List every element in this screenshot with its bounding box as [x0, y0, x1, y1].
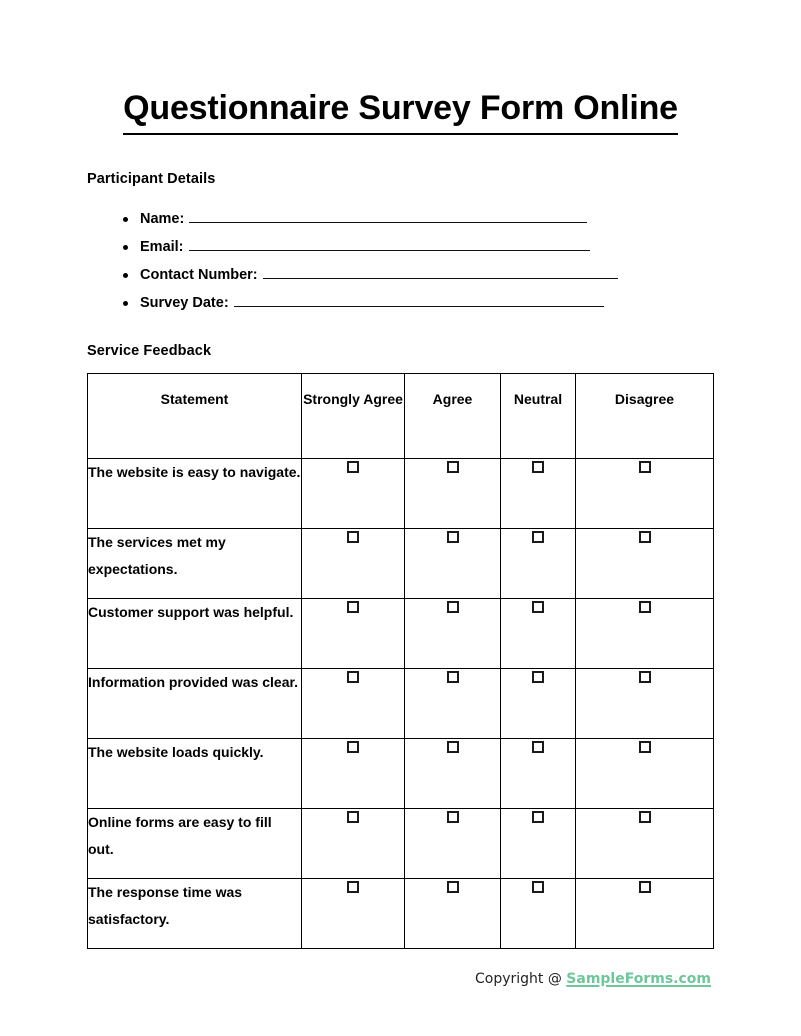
- rating-cell-disagree[interactable]: [576, 459, 714, 529]
- checkbox-unchecked-icon[interactable]: [532, 811, 544, 823]
- rating-cell-neutral[interactable]: [501, 599, 576, 669]
- checkbox-unchecked-icon[interactable]: [639, 601, 651, 613]
- participant-field-row: [87, 205, 707, 233]
- checkbox-unchecked-icon[interactable]: [347, 881, 359, 893]
- rating-cell-disagree[interactable]: [576, 739, 714, 809]
- participant-field-label: Contact Number:: [140, 267, 258, 283]
- rating-cell-neutral[interactable]: [501, 809, 576, 879]
- page-title-text: Questionnaire Survey Form Online: [123, 86, 678, 135]
- table-row: [88, 809, 714, 879]
- checkbox-unchecked-icon[interactable]: [532, 461, 544, 473]
- checkbox-unchecked-icon[interactable]: [639, 881, 651, 893]
- page-title: [0, 86, 801, 135]
- checkbox-unchecked-icon[interactable]: [347, 671, 359, 683]
- rating-cell-agree[interactable]: [405, 879, 501, 949]
- table-row: [88, 599, 714, 669]
- checkbox-unchecked-icon[interactable]: [639, 531, 651, 543]
- table-row: [88, 739, 714, 809]
- rating-cell-agree[interactable]: [405, 529, 501, 599]
- participant-field-row: [87, 233, 707, 261]
- checkbox-unchecked-icon[interactable]: [447, 461, 459, 473]
- participant-field-input[interactable]: [189, 209, 587, 223]
- bullet-icon: [123, 301, 128, 306]
- rating-cell-neutral[interactable]: [501, 669, 576, 739]
- participant-field-input[interactable]: [189, 237, 590, 251]
- statement-cell: The website loads quickly.: [88, 739, 302, 809]
- bullet-icon: [123, 217, 128, 222]
- checkbox-unchecked-icon[interactable]: [532, 671, 544, 683]
- statement-cell: Online forms are easy to fill out.: [88, 809, 302, 879]
- checkbox-unchecked-icon[interactable]: [347, 601, 359, 613]
- participant-field-label: Survey Date:: [140, 295, 229, 311]
- checkbox-unchecked-icon[interactable]: [347, 741, 359, 753]
- participant-details-list: [87, 205, 707, 317]
- participant-field-label: Email:: [140, 239, 184, 255]
- table-row: [88, 529, 714, 599]
- checkbox-unchecked-icon[interactable]: [639, 671, 651, 683]
- rating-cell-disagree[interactable]: [576, 809, 714, 879]
- participant-field-label: Name:: [140, 211, 185, 227]
- bullet-icon: [123, 245, 128, 250]
- column-header-statement: Statement: [88, 374, 302, 459]
- participant-field-row: [87, 261, 707, 289]
- checkbox-unchecked-icon[interactable]: [447, 741, 459, 753]
- copyright-label: Copyright @: [474, 971, 567, 987]
- rating-cell-disagree[interactable]: [576, 529, 714, 599]
- checkbox-unchecked-icon[interactable]: [347, 531, 359, 543]
- service-feedback-heading: Service Feedback: [87, 343, 212, 359]
- checkbox-unchecked-icon[interactable]: [639, 741, 651, 753]
- rating-cell-agree[interactable]: [405, 599, 501, 669]
- participant-field-input[interactable]: [263, 265, 618, 279]
- rating-cell-strongly-agree[interactable]: [302, 529, 405, 599]
- statement-cell: Information provided was clear.: [88, 669, 302, 739]
- checkbox-unchecked-icon[interactable]: [532, 881, 544, 893]
- statement-cell: The response time was satisfactory.: [88, 879, 302, 949]
- checkbox-unchecked-icon[interactable]: [447, 671, 459, 683]
- table-header-row: [88, 374, 714, 459]
- statement-cell: Customer support was helpful.: [88, 599, 302, 669]
- checkbox-unchecked-icon[interactable]: [639, 811, 651, 823]
- footer: [475, 969, 711, 989]
- rating-cell-strongly-agree[interactable]: [302, 599, 405, 669]
- column-header-neutral: Neutral: [501, 374, 576, 459]
- rating-cell-disagree[interactable]: [576, 879, 714, 949]
- rating-cell-strongly-agree[interactable]: [302, 739, 405, 809]
- table-row: [88, 879, 714, 949]
- checkbox-unchecked-icon[interactable]: [347, 811, 359, 823]
- rating-cell-neutral[interactable]: [501, 459, 576, 529]
- table-body: [88, 459, 714, 949]
- participant-field-row: [87, 289, 707, 317]
- rating-cell-strongly-agree[interactable]: [302, 879, 405, 949]
- checkbox-unchecked-icon[interactable]: [447, 601, 459, 613]
- rating-cell-disagree[interactable]: [576, 669, 714, 739]
- rating-cell-neutral[interactable]: [501, 529, 576, 599]
- rating-cell-agree[interactable]: [405, 459, 501, 529]
- column-header-agree: Agree: [405, 374, 501, 459]
- checkbox-unchecked-icon[interactable]: [532, 531, 544, 543]
- statement-cell: The website is easy to navigate.: [88, 459, 302, 529]
- checkbox-unchecked-icon[interactable]: [532, 741, 544, 753]
- rating-cell-agree[interactable]: [405, 809, 501, 879]
- statement-cell: The services met my expectations.: [88, 529, 302, 599]
- checkbox-unchecked-icon[interactable]: [447, 811, 459, 823]
- rating-cell-strongly-agree[interactable]: [302, 669, 405, 739]
- participant-field-input[interactable]: [234, 293, 604, 307]
- table-header: [88, 374, 714, 459]
- column-header-strongly-agree: Strongly Agree: [302, 374, 405, 459]
- column-header-disagree: Disagree: [576, 374, 714, 459]
- checkbox-unchecked-icon[interactable]: [347, 461, 359, 473]
- participant-details-heading: Participant Details: [87, 171, 216, 187]
- rating-cell-strongly-agree[interactable]: [302, 809, 405, 879]
- checkbox-unchecked-icon[interactable]: [447, 531, 459, 543]
- table-row: [88, 669, 714, 739]
- rating-cell-neutral[interactable]: [501, 739, 576, 809]
- checkbox-unchecked-icon[interactable]: [447, 881, 459, 893]
- checkbox-unchecked-icon[interactable]: [639, 461, 651, 473]
- sampleforms-link[interactable]: SampleForms.com: [566, 971, 711, 987]
- rating-cell-neutral[interactable]: [501, 879, 576, 949]
- rating-cell-agree[interactable]: [405, 739, 501, 809]
- rating-cell-strongly-agree[interactable]: [302, 459, 405, 529]
- table-row: [88, 459, 714, 529]
- rating-cell-agree[interactable]: [405, 669, 501, 739]
- service-feedback-table: [87, 373, 714, 949]
- bullet-icon: [123, 273, 128, 278]
- checkbox-unchecked-icon[interactable]: [532, 601, 544, 613]
- rating-cell-disagree[interactable]: [576, 599, 714, 669]
